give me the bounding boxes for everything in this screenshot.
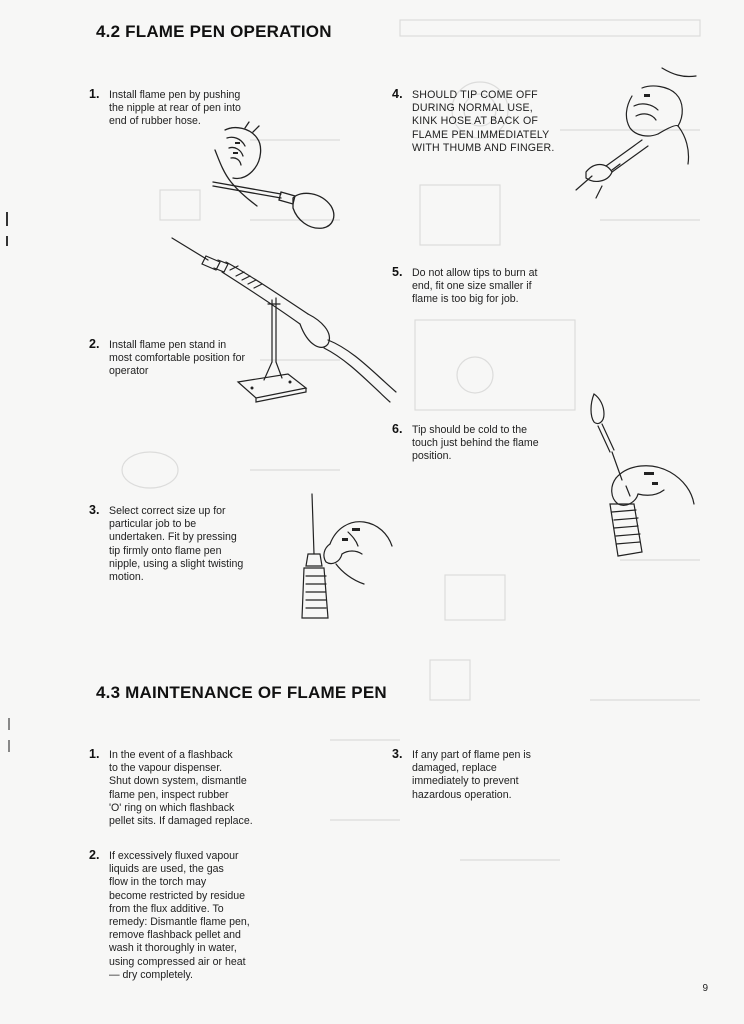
edge-mark: [8, 718, 10, 730]
operation-step-4: [392, 87, 582, 155]
maintenance-step-1: [89, 747, 294, 828]
tip-fit-illustration: [296, 492, 396, 622]
hand-pushing-pen-into-hose-icon: [205, 120, 345, 230]
step-text: Install flame pen by pushing the nipple at rear of pen into end of rubber hose.: [109, 89, 241, 128]
section-heading-maintenance: 4.3 MAINTENANCE OF FLAME PEN: [96, 683, 387, 702]
hand-kinking-hose-icon: [572, 66, 712, 201]
step-text: Do not allow tips to burn at end, fit one size smaller if flame is too big for job.: [412, 267, 538, 306]
step-number: 2.: [89, 848, 100, 862]
kink-hose-illustration: [572, 66, 712, 201]
step-number: 3.: [392, 747, 403, 761]
page-number: 9: [702, 983, 708, 994]
operation-step-3: [89, 503, 279, 584]
step-text: Install flame pen stand in most comfortable position for operator: [109, 339, 246, 378]
pen-stand-illustration: [168, 232, 398, 412]
step-text: SHOULD TIP COME OFF DURING NORMAL USE, KINK HOSE AT BACK OF FLAME PEN IMMEDIATELY WITH THUMB AND FINGER.: [412, 89, 555, 154]
operation-step-5: [392, 265, 582, 307]
step-number: 3.: [89, 503, 100, 517]
step-number: 4.: [392, 87, 403, 101]
hose-attach-illustration: [205, 120, 345, 230]
maintenance-step-2: [89, 848, 289, 982]
step-number: 6.: [392, 422, 403, 436]
hand-fitting-tip-icon: [296, 492, 396, 622]
step-text: In the event of a flashback to the vapour dispenser. Shut down system, dismantle flame pen, inspect rubber 'O' ring on which flashback pellet sits. If damaged replace.: [109, 749, 253, 828]
maintenance-step-3: [392, 747, 582, 802]
step-text: If any part of flame pen is damaged, replace immediately to prevent hazardous operation.: [412, 749, 531, 801]
cold-tip-illustration: [586, 392, 696, 557]
edge-mark: [6, 212, 8, 226]
step-text: Select correct size up for particular job to be undertaken. Fit by pressing tip firmly onto flame pen nipple, using a slight twisting motion.: [109, 505, 244, 584]
edge-mark: [6, 236, 8, 246]
operation-step-6: [392, 422, 582, 464]
step-number: 1.: [89, 87, 100, 101]
flame-pen-on-stand-icon: [168, 232, 398, 412]
hand-holding-lit-pen-icon: [586, 392, 696, 557]
step-text: If excessively fluxed vapour liquids are used, the gas flow in the torch may become restricted by residue from the flux additive. To remedy: Dismantle flame pen, remove flashback pellet and wash it thoroughly in water, using compressed air or heat — dry completely.: [109, 850, 250, 981]
step-number: 1.: [89, 747, 100, 761]
section-heading-flame-pen-operation: 4.2 FLAME PEN OPERATION: [96, 22, 332, 41]
edge-mark: [8, 740, 10, 752]
step-number: 2.: [89, 337, 100, 351]
step-number: 5.: [392, 265, 403, 279]
step-text: Tip should be cold to the touch just behind the flame position.: [412, 424, 539, 463]
